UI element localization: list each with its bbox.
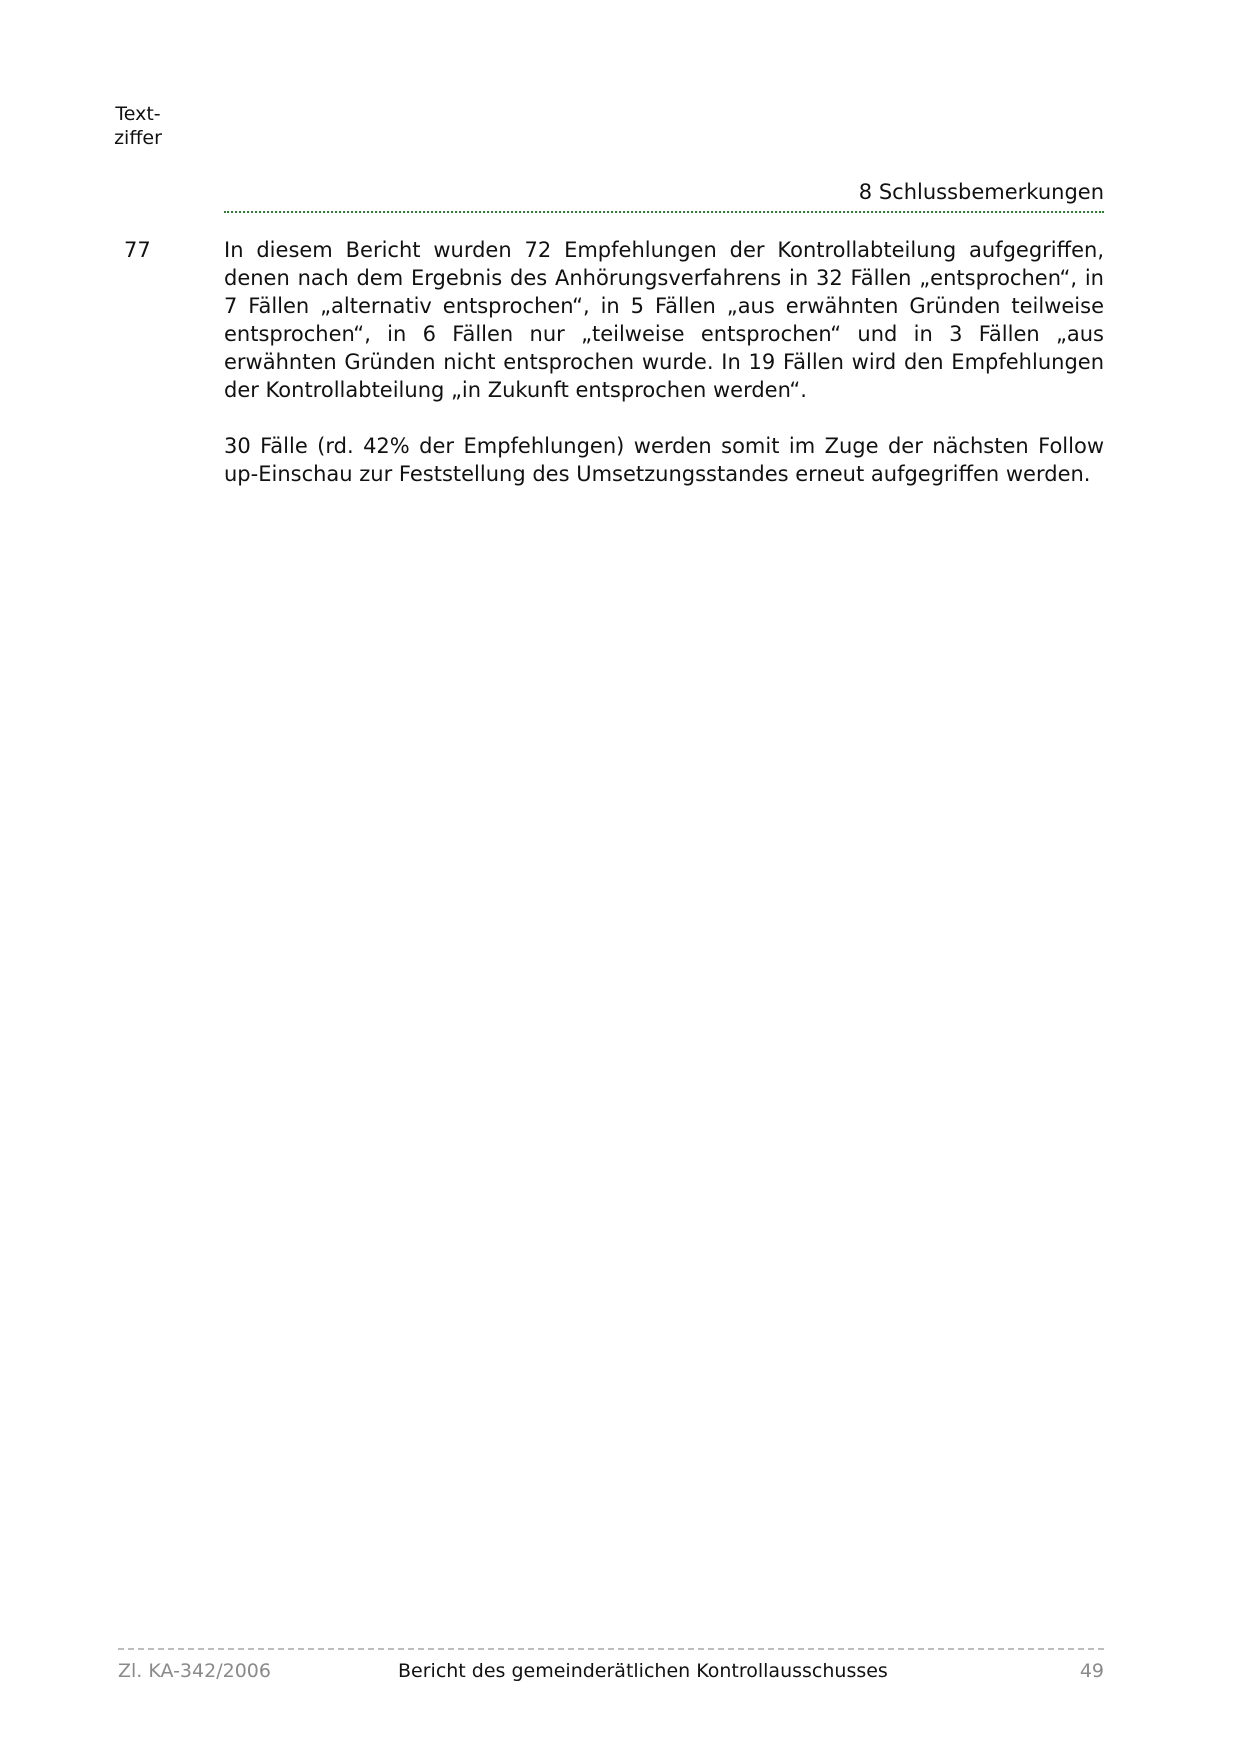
header-divider xyxy=(224,211,1104,213)
page-footer xyxy=(118,1656,1104,1686)
paragraph-number: 77 xyxy=(124,238,151,262)
footer-reference: Zl. KA-342/2006 xyxy=(118,1660,271,1682)
page-number: 49 xyxy=(1079,1660,1104,1682)
page-header xyxy=(224,178,1104,206)
section-title: 8 Schlussbemerkungen xyxy=(858,180,1104,204)
margin-label-line2: ziffer xyxy=(114,127,162,149)
footer-title: Bericht des gemeinderätlichen Kontrollausschusses xyxy=(398,1660,888,1682)
paragraph-2: 30 Fälle (rd. 42% der Empfehlungen) werden somit im Zuge der nächsten Follow up-Einschau zur Feststellung des Umsetzungsstandes erneut aufgegriffen werden. xyxy=(224,434,1104,486)
margin-label-line1: Text- xyxy=(115,103,161,125)
body-text xyxy=(224,236,1104,516)
footer-divider xyxy=(118,1648,1104,1650)
paragraph-1: In diesem Bericht wurden 72 Empfehlungen der Kontrollabteilung aufgegriffen, denen nach dem Ergebnis des Anhörungsverfahrens in 32 Fällen „entsprochen“, in 7 Fällen „alternativ entsprochen“, in 5 Fällen „aus erwähnten Gründen teilweise entsprochen“, in 6 Fällen nur „teilweise entsprochen“ und in 3 Fällen „aus erwähnten Gründen nicht entsprochen wurde. In 19 Fällen wird den Empfehlungen der Kontrollabteilung „in Zukunft entsprochen werden“. xyxy=(224,238,1104,402)
margin-label xyxy=(108,102,168,150)
